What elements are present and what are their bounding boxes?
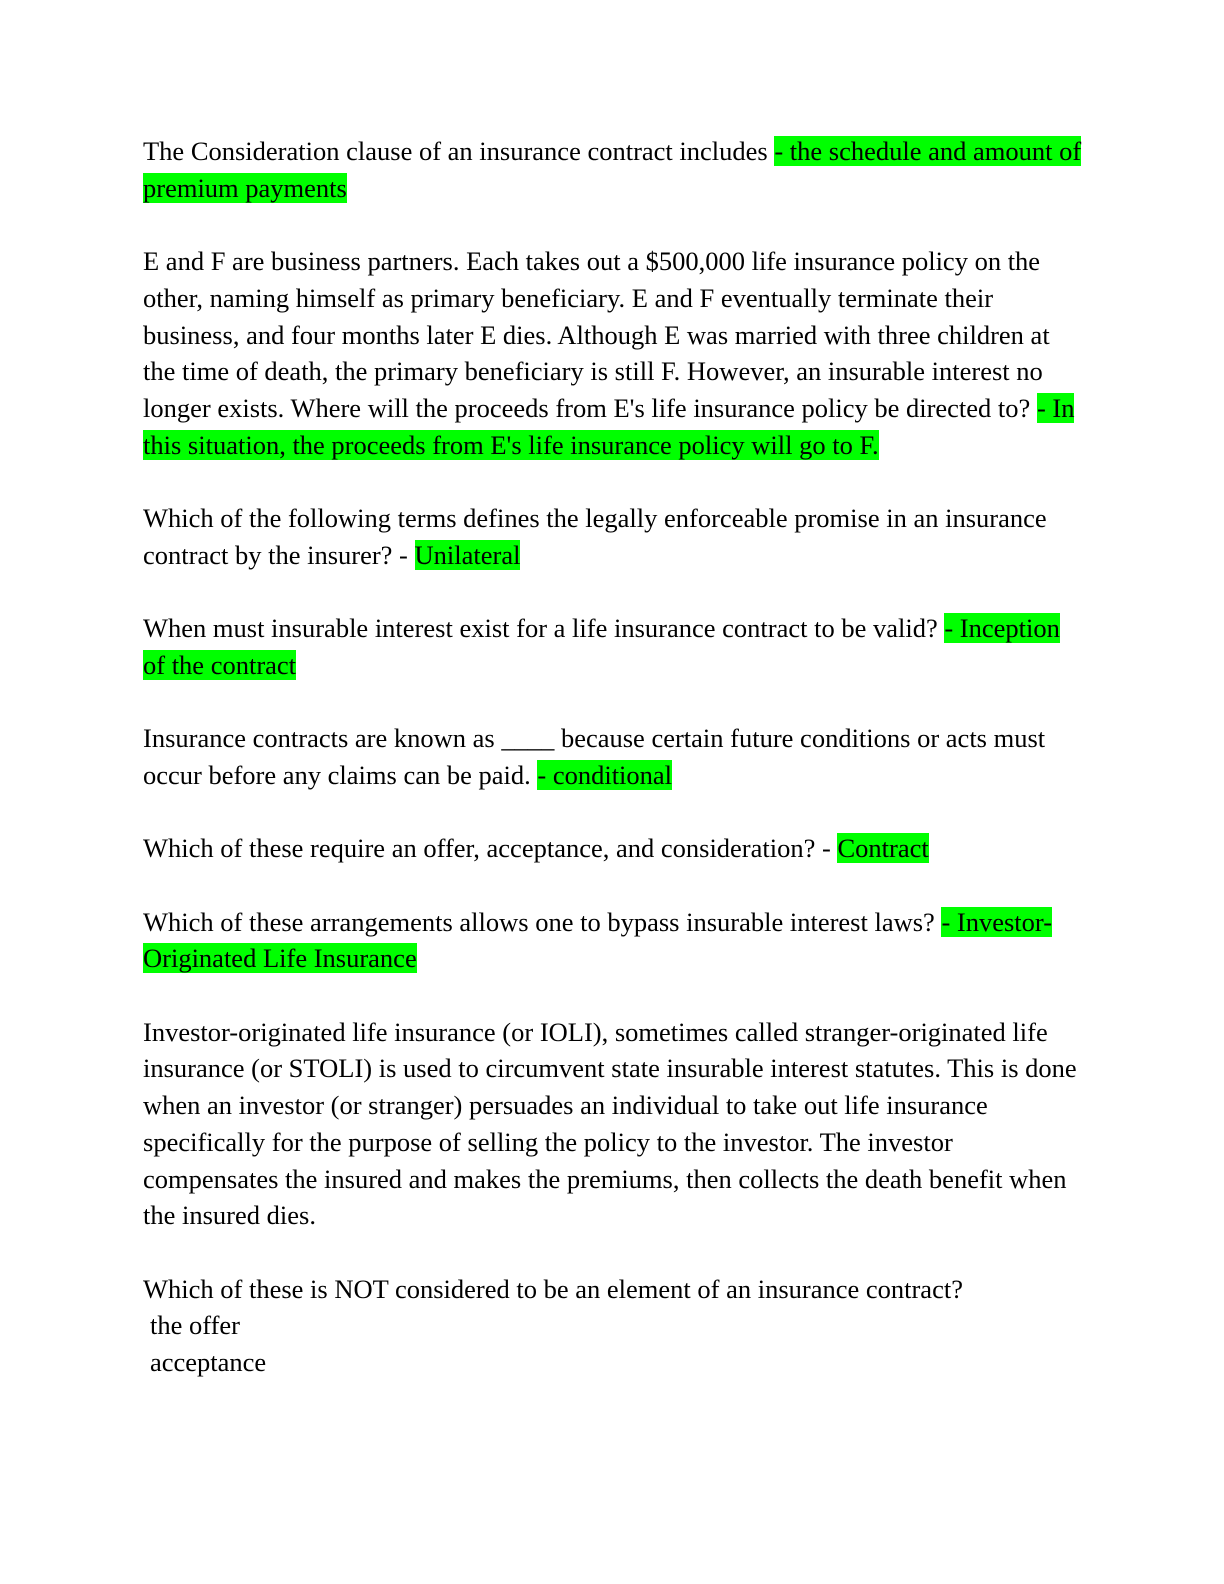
answer-highlight: - conditional [537, 759, 673, 790]
question-text: Insurance contracts are known as ____ because certain future conditions or acts must occur before any claims can be paid. [143, 723, 1046, 790]
question-text: When must insurable interest exist for a life insurance contract to be valid? [143, 613, 945, 644]
qa-item [143, 610, 1083, 683]
document-content [143, 133, 1083, 1381]
qa-item [143, 830, 1083, 867]
qa-item [143, 243, 1083, 463]
qa-item [143, 720, 1083, 793]
answer-highlight: Unilateral [414, 539, 521, 570]
answer-options-list [143, 1307, 1083, 1380]
qa-item [143, 904, 1083, 977]
qa-item [143, 133, 1083, 206]
answer-highlight: - Investor-Originated Life Insurance [143, 906, 1053, 974]
answer-option: the offer [150, 1310, 241, 1341]
answer-highlight: - In this situation, the proceeds from E's life insurance policy will go to F. [143, 392, 1075, 460]
question-text: The Consideration clause of an insurance contract includes [143, 136, 775, 166]
answer-highlight: Contract [837, 833, 929, 864]
answer-highlight: - Inception of the contract [143, 613, 1060, 680]
explanation-paragraph: Investor-originated life insurance (or IOLI), sometimes called stranger-originated life insurance (or STOLI) is used to circumvent state insurable interest statutes. This is done when an investor (or stranger) persuades an individual to take out life insurance specifically for the purpose of selling the policy to the investor. The investor compensates the insured and makes the premiums, then collects the death benefit when the insured dies. [143, 1016, 1077, 1231]
answer-option: acceptance [150, 1347, 267, 1378]
question-text: Which of these require an offer, acceptance, and consideration? - [143, 833, 838, 864]
answer-highlight: - the schedule and amount of premium payments [143, 136, 1082, 203]
question-text: Which of these arrangements allows one to bypass insurable interest laws? [143, 906, 942, 937]
qa-item [143, 500, 1083, 573]
question-text: E and F are business partners. Each takes out a $500,000 life insurance policy on the other, naming himself as primary beneficiary. E and F eventually terminate their business, and four months later E dies. Although E was married with three children at the time of death, the primary beneficiary is still F. However, an insurable interest no longer exists. Where will the proceeds from E's life insurance policy be directed to? [143, 246, 1050, 423]
last-question-text: Which of these is NOT considered to be an element of an insurance contract? [143, 1273, 963, 1304]
question-text: Which of the following terms defines the legally enforceable promise in an insurance contract by the insurer? - [143, 503, 1047, 570]
